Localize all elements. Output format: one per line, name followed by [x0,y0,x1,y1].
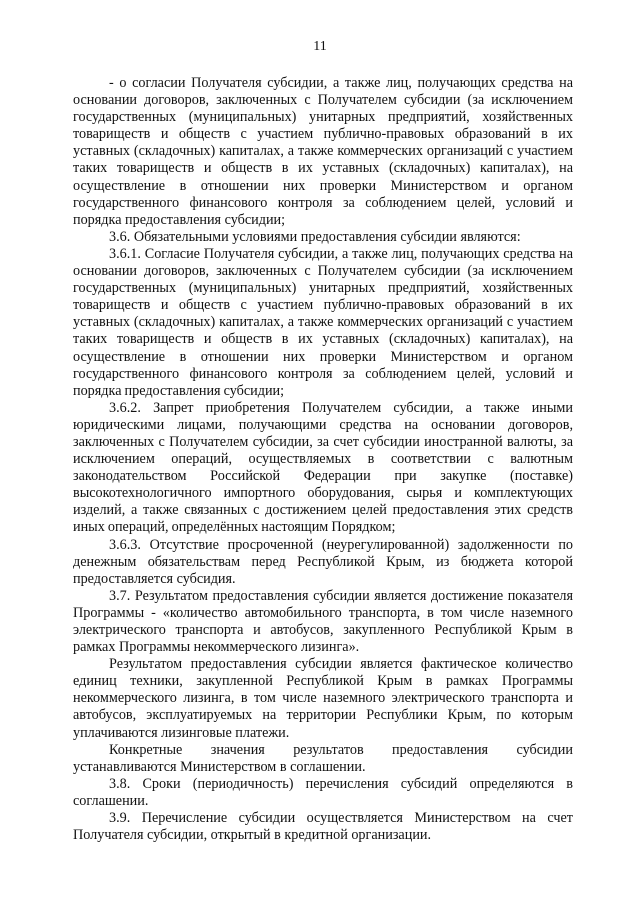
paragraph-3-8: 3.8. Сроки (периодичность) перечисления субсидий определяются в соглашении. [73,775,573,809]
paragraph-result-values: Конкретные значения результатов предоставления субсидии устанавливаются Министерством в соглашении. [73,741,573,775]
paragraph-3-6-1: 3.6.1. Согласие Получателя субсидии, а также лиц, получающих средства на основании договоров, заключенных с Получателем субсидии (за исключением государственных (муниципальных) унитарных предприятий, хозяйственных товариществ и обществ с участием публично-правовых образований в их уставных (складочных) капиталах, а также коммерческих организаций с участием таких товариществ и обществ в их уставных (складочных) капиталах), на осуществление в отношении них проверки Министерством и органом государственного финансового контроля за соблюдением целей, условий и порядка предоставления субсидии; [73,245,573,399]
page-number: 11 [313,39,327,54]
paragraph-3-9: 3.9. Перечисление субсидии осуществляется Министерством на счет Получателя субсидии, открытый в кредитной организации. [73,810,573,844]
paragraph-consent-clause: - о согласии Получателя субсидии, а также лиц, получающих средства на основании договоров, заключенных с Получателем субсидии (за исключением государственных (муниципальных) унитарных предприятий, хозяйственных товариществ и обществ с участием публично-правовых образований в их уставных (складочных) капиталах, а также коммерческих организаций с участием таких товариществ и обществ в их уставных (складочных) капиталах), на осуществление в отношении них проверки Министерством и органом государственного финансового контроля за соблюдением целей, условий и порядка предоставления субсидии; [73,75,573,228]
paragraph-3-7: 3.7. Результатом предоставления субсидии является достижение показателя Программы - «количество автомобильного транспорта, в том числе наземного электрического транспорта и автобусов, закупленного Республикой Крым в рамках Программы некоммерческого лизинга». [73,587,573,656]
paragraph-result-definition: Результатом предоставления субсидии является фактическое количество единиц техники, закупленной Республикой Крым в рамках Программы некоммерческого лизинга, в том числе наземного электрического транспорта и автобусов, эксплуатируемых на территории Республики Крым, по которым уплачиваются лизинговые платежи. [73,656,573,741]
document-body [73,75,573,844]
paragraph-3-6: 3.6. Обязательными условиями предоставления субсидии являются: [109,228,521,245]
paragraph-3-6-2: 3.6.2. Запрет приобретения Получателем субсидии, а также иными юридическими лицами, получающими средства на основании договоров, заключенных с Получателем субсидии, за счет субсидии иностранной валюты, за исключением операций, осуществляемых в соответствии с валютным законодательством Российской Федерации при закупке (поставке) высокотехнологичного импортного оборудования, сырья и комплектующих изделий, а также связанных с достижением целей предоставления этих средств иных операций, определённых настоящим Порядком; [73,399,573,536]
paragraph-3-6-3: 3.6.3. Отсутствие просроченной (неурегулированной) задолженности по денежным обязательствам перед Республикой Крым, из бюджета которой предоставляется субсидия. [73,536,573,587]
